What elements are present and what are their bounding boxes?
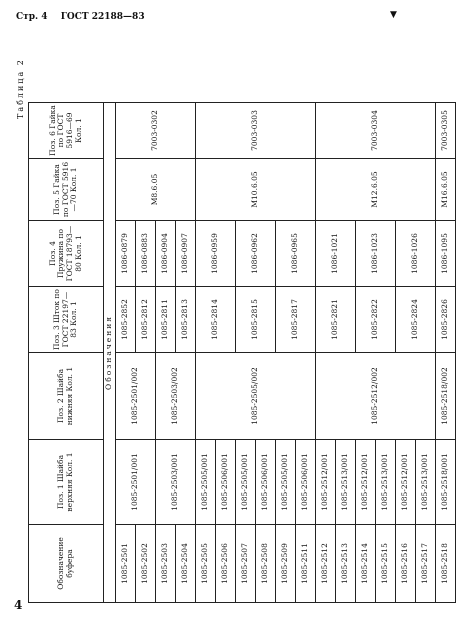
designation-cell: 1085-2514 bbox=[356, 525, 376, 603]
designation-cell: 1085-2508 bbox=[256, 525, 276, 603]
designation-cell: 1085-2503 bbox=[156, 525, 176, 603]
pos3-cell: 1085-2826 bbox=[436, 287, 456, 353]
pos6-cell: 7003-0303 bbox=[196, 103, 316, 159]
designation-cell: 1085-2505 bbox=[196, 525, 216, 603]
pos1-cell: 1085-2506/001 bbox=[296, 440, 316, 525]
designation-cell: 1085-2502 bbox=[136, 525, 156, 603]
pos1-cell: 1085-2506/001 bbox=[256, 440, 276, 525]
pos4-cell: 1086-1095 bbox=[436, 221, 456, 287]
page-header bbox=[16, 12, 155, 22]
pos3-cell: 1085-2822 bbox=[356, 287, 396, 353]
designation-cell: 1085-2517 bbox=[416, 525, 436, 603]
pos4-cell: 1086-0883 bbox=[136, 221, 156, 287]
pos5-cell: М12.6.05 bbox=[316, 159, 436, 221]
pos4-cell: 1086-0962 bbox=[236, 221, 276, 287]
pos3-cell: 1085-2812 bbox=[136, 287, 156, 353]
section-label: Обозначения bbox=[104, 103, 116, 603]
pos2-cell: 1085-2505/002 bbox=[196, 353, 316, 440]
pos3-cell: 1085-2811 bbox=[156, 287, 176, 353]
col-header: Поз. 3 Шток по ГОСТ 22197—83 Кол. 1 bbox=[29, 287, 104, 353]
pos4-cell: 1086-0879 bbox=[116, 221, 136, 287]
col-header: Поз. 2 Шайба нижняя Кол. 1 bbox=[29, 353, 104, 440]
pos1-cell: 1085-2512/001 bbox=[316, 440, 336, 525]
pos2-cell: 1085-2503/002 bbox=[156, 353, 196, 440]
pos3-cell: 1085-2814 bbox=[196, 287, 236, 353]
parts-table bbox=[28, 102, 456, 603]
designation-cell: 1085-2507 bbox=[236, 525, 256, 603]
col-header: Поз. 6 Гайка по ГОСТ 5916—69 Кол. 1 bbox=[29, 103, 104, 159]
pos3-cell: 1085-2824 bbox=[396, 287, 436, 353]
pos4-cell: 1086-0904 bbox=[156, 221, 176, 287]
corner-mark: ▼ bbox=[390, 10, 397, 20]
pos1-cell: 1085-2503/001 bbox=[156, 440, 196, 525]
pos5-cell: М8.6.05 bbox=[116, 159, 196, 221]
pos6-cell: 7003-0304 bbox=[316, 103, 436, 159]
pos3-cell: 1085-2852 bbox=[116, 287, 136, 353]
pos4-cell: 1086-0907 bbox=[176, 221, 196, 287]
pos3-cell: 1085-2821 bbox=[316, 287, 356, 353]
designation-cell: 1085-2504 bbox=[176, 525, 196, 603]
pos1-cell: 1085-2518/001 bbox=[436, 440, 456, 525]
pos1-cell: 1085-2505/001 bbox=[236, 440, 256, 525]
pos2-cell: 1085-2518/002 bbox=[436, 353, 456, 440]
section-row bbox=[104, 103, 116, 603]
pos5-cell: М16.6.05 bbox=[436, 159, 456, 221]
rotated-table-region bbox=[14, 43, 450, 603]
table-row bbox=[196, 103, 216, 603]
table-header-row bbox=[29, 103, 104, 603]
pos1-cell: 1085-2501/001 bbox=[116, 440, 156, 525]
pos3-cell: 1085-2813 bbox=[176, 287, 196, 353]
designation-cell: 1085-2512 bbox=[316, 525, 336, 603]
pos1-cell: 1085-2513/001 bbox=[376, 440, 396, 525]
pos2-cell: 1085-2512/002 bbox=[316, 353, 436, 440]
designation-cell: 1085-2518 bbox=[436, 525, 456, 603]
table-row bbox=[116, 103, 136, 603]
pos4-cell: 1086-1026 bbox=[396, 221, 436, 287]
table-label: Таблица 2 bbox=[16, 58, 25, 119]
pos3-cell: 1085-2815 bbox=[236, 287, 276, 353]
pos3-cell: 1085-2817 bbox=[276, 287, 316, 353]
pos4-cell: 1086-0959 bbox=[196, 221, 236, 287]
pos2-cell: 1085-2501/002 bbox=[116, 353, 156, 440]
designation-cell: 1085-2509 bbox=[276, 525, 296, 603]
pos1-cell: 1085-2512/001 bbox=[356, 440, 376, 525]
designation-cell: 1085-2513 bbox=[336, 525, 356, 603]
pos5-cell: М10.6.05 bbox=[196, 159, 316, 221]
pos1-cell: 1085-2513/001 bbox=[416, 440, 436, 525]
pos4-cell: 1086-0965 bbox=[276, 221, 316, 287]
designation-cell: 1085-2511 bbox=[296, 525, 316, 603]
col-header: Поз. 5 Гайка по ГОСТ 5916—70 Кол. 1 bbox=[29, 159, 104, 221]
page-number: 4 bbox=[14, 598, 23, 612]
col-header: Поз. 1 Шайба верхняя Кол. 1 bbox=[29, 440, 104, 525]
designation-cell: 1085-2516 bbox=[396, 525, 416, 603]
designation-cell: 1085-2515 bbox=[376, 525, 396, 603]
pos4-cell: 1086-1023 bbox=[356, 221, 396, 287]
standard-title: ГОСТ 22188—83 bbox=[60, 12, 145, 22]
pos1-cell: 1085-2513/001 bbox=[336, 440, 356, 525]
pos1-cell: 1085-2505/001 bbox=[276, 440, 296, 525]
designation-cell: 1085-2501 bbox=[116, 525, 136, 603]
table-row bbox=[436, 103, 456, 603]
col-header: Обозначение буфера bbox=[29, 525, 104, 603]
pos6-cell: 7003-0302 bbox=[116, 103, 196, 159]
col-header: Поз. 4 Пружина по ГОСТ 18793—80 Кол. 1 bbox=[29, 221, 104, 287]
table-row bbox=[316, 103, 336, 603]
pos4-cell: 1086-1021 bbox=[316, 221, 356, 287]
pos1-cell: 1085-2505/001 bbox=[196, 440, 216, 525]
pos1-cell: 1085-2512/001 bbox=[396, 440, 416, 525]
pos6-cell: 7003-0305 bbox=[436, 103, 456, 159]
designation-cell: 1085-2506 bbox=[216, 525, 236, 603]
page-label: Стр. 4 bbox=[16, 12, 48, 22]
pos1-cell: 1085-2506/001 bbox=[216, 440, 236, 525]
